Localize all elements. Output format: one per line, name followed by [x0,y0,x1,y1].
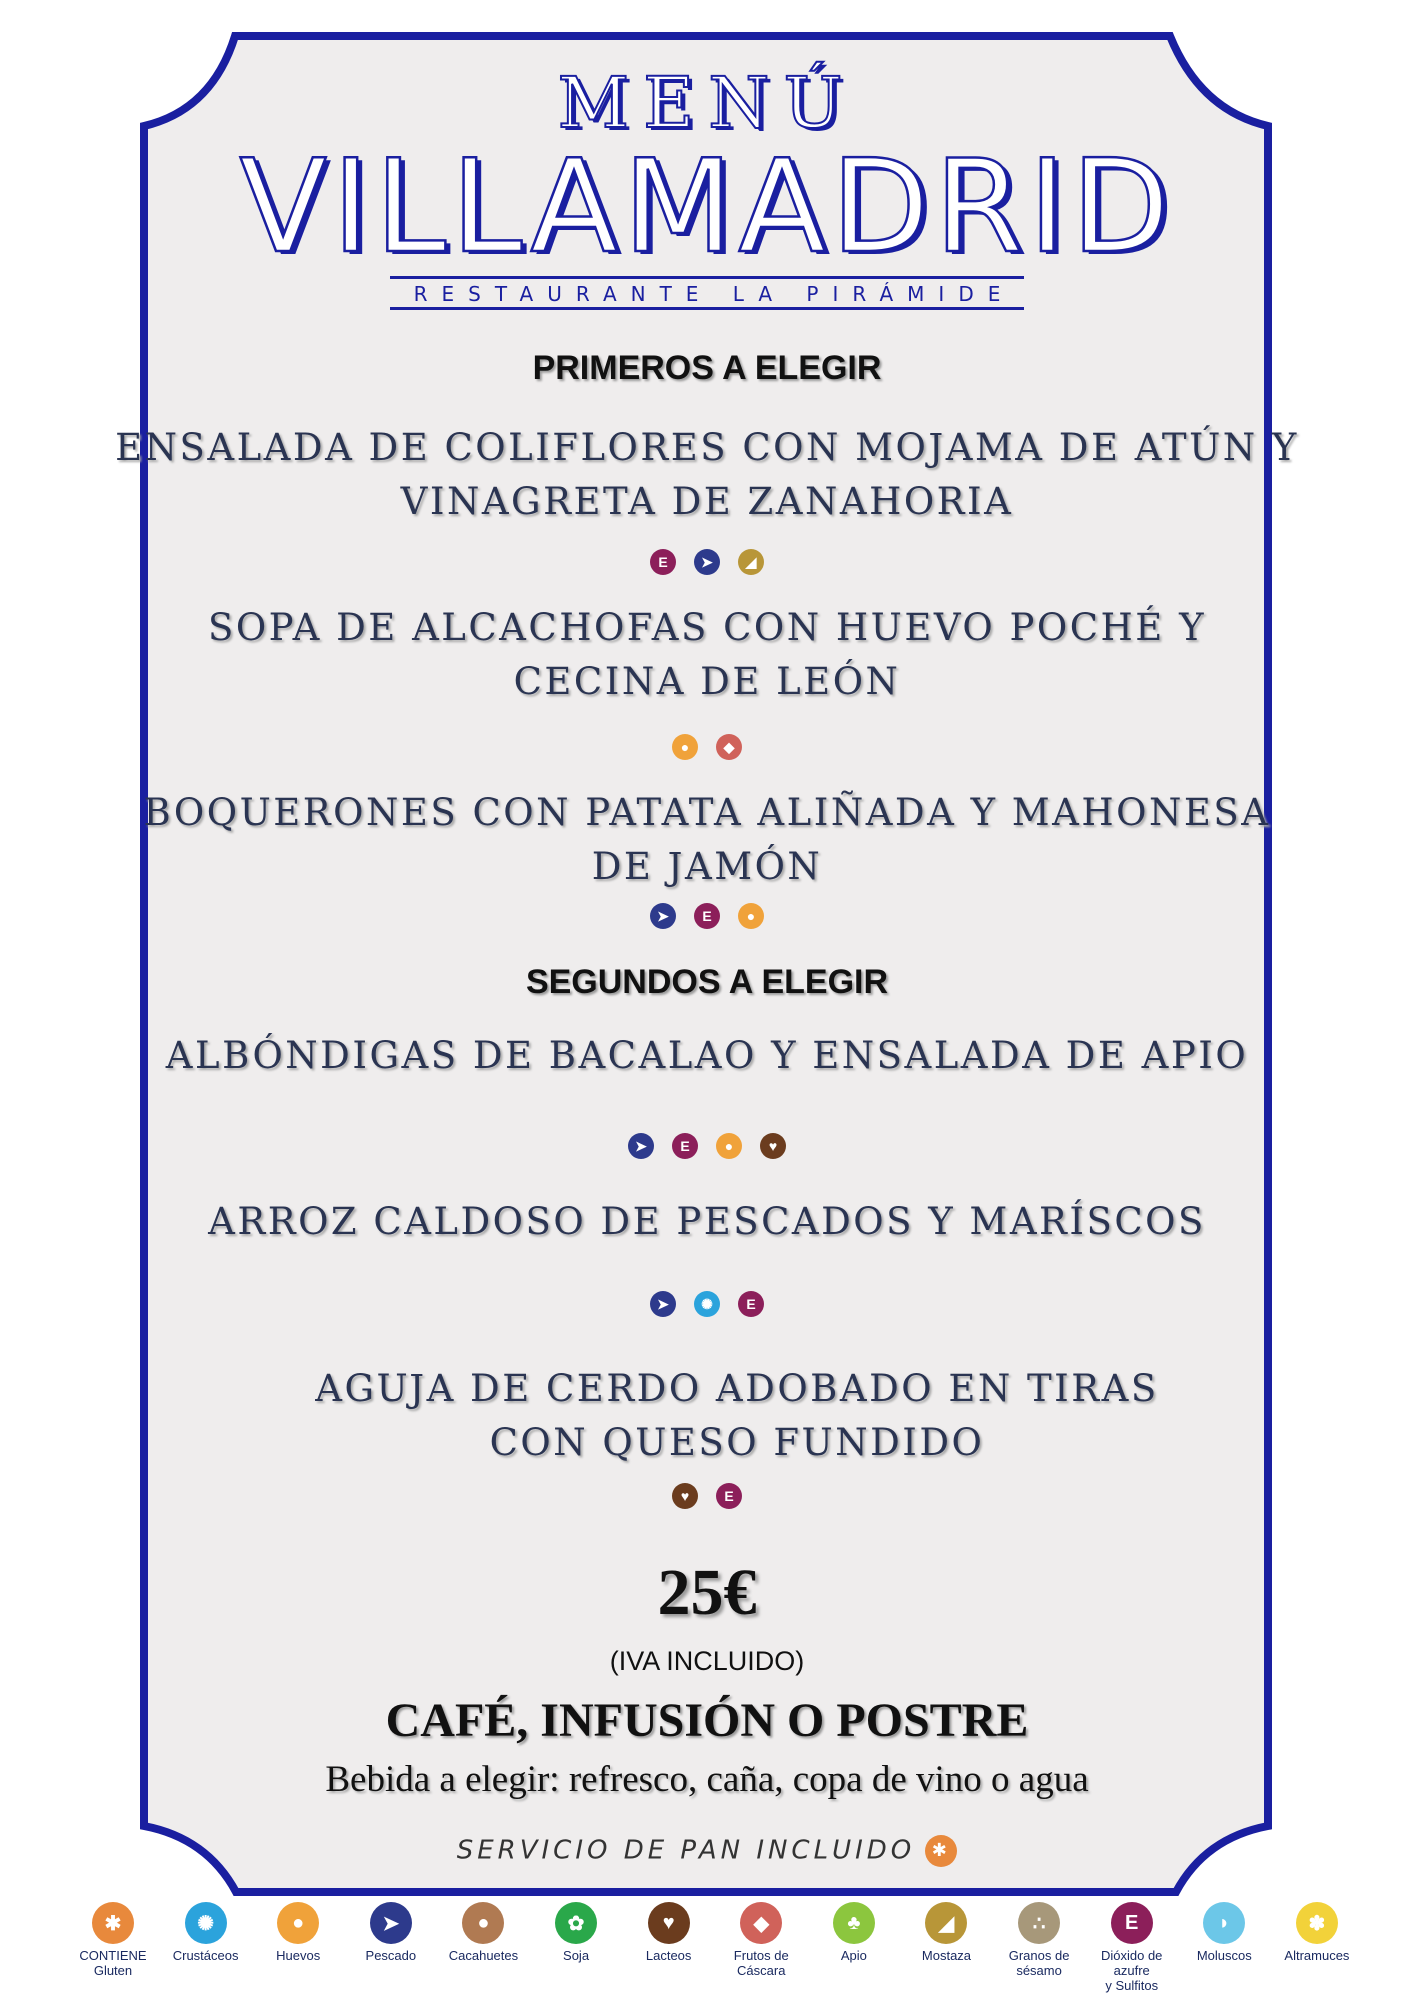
allergen-legend [70,1902,1360,1993]
eggs-icon: ● [277,1902,319,1944]
legend-item-mostaza [903,1902,989,1993]
legend-item-moluscos [1181,1902,1267,1993]
dish-segundo-1 [0,1029,1414,1083]
dish-line: VINAGRETA DE ZANAHORIA [400,480,1014,523]
dish-line: DE JAMÓN [591,845,823,888]
allergen-row [0,1133,1414,1159]
legend-label: Crustáceos [172,1948,239,1963]
dish-line: AGUJA DE CERDO ADOBADO EN TIRAS [315,1367,1159,1410]
legend-item-apio [811,1902,897,1993]
allergen-row [0,903,1414,929]
peanut-icon: ● [462,1902,504,1944]
legend-item-altramuces [1274,1902,1360,1993]
milk-jug-icon: ♥ [760,1133,786,1159]
milk-jug-icon: ♥ [672,1483,698,1509]
crab-icon: ✺ [185,1902,227,1944]
legend-label: Moluscos [1196,1948,1252,1963]
legend-item-soja [533,1902,619,1993]
mustard-icon: ◢ [925,1902,967,1944]
sulphite-icon: E [694,903,720,929]
legend-label: Mostaza [921,1948,972,1963]
dish-primero-3 [0,786,1414,894]
dish-line: ALBÓNDIGAS DE BACALAO Y ENSALADA DE APIO [165,1034,1249,1077]
fish-icon: ➤ [650,903,676,929]
celery-icon: ♣ [833,1902,875,1944]
legend-label: Soja [563,1948,590,1963]
legend-label: Apio [840,1948,867,1963]
eggs-icon: ● [716,1133,742,1159]
bread-service-label: SERVICIO DE PAN INCLUIDO [456,1835,916,1866]
legend-item-frutos [718,1902,804,1993]
menu-price: 25€ [657,1556,757,1629]
legend-label: Huevos [276,1948,321,1963]
dish-line: ARROZ CALDOSO DE PESCADOS Y MARÍSCOS [208,1200,1206,1243]
dish-primero-1 [0,421,1414,529]
sulphite-icon: E [672,1133,698,1159]
legend-label: CONTIENE Gluten [79,1948,147,1978]
dish-line: BOQUERONES CON PATATA ALIÑADA Y MAHONESA [143,791,1271,834]
dish-line: CON QUESO FUNDIDO [489,1421,985,1464]
shell-icon: ◗ [1203,1902,1245,1944]
dish-segundo-3 [0,1362,1414,1470]
sulphite-icon: E [1111,1902,1153,1944]
legend-label: Dióxido de azufre y Sulfitos [1100,1948,1163,1993]
bread-service [0,1835,1414,1867]
nut-icon: ◆ [716,734,742,760]
wheat-icon: ✱ [925,1835,957,1867]
legend-item-lacteos [626,1902,712,1993]
fish-icon: ➤ [650,1291,676,1317]
fish-icon: ➤ [628,1133,654,1159]
legend-item-pescado [348,1902,434,1993]
wheat-icon: ✱ [92,1902,134,1944]
fish-icon: ➤ [370,1902,412,1944]
eggs-icon: ● [738,903,764,929]
allergen-row [0,549,1414,575]
crab-icon: ✺ [694,1291,720,1317]
mustard-icon: ◢ [738,549,764,575]
legend-label: Cacahuetes [448,1948,519,1963]
fish-icon: ➤ [694,549,720,575]
sulphite-icon: E [650,549,676,575]
legend-label: Altramuces [1284,1948,1350,1963]
legend-item-sesamo [996,1902,1082,1993]
drink-option: Bebida a elegir: refresco, caña, copa de vino o agua [325,1759,1089,1800]
dish-line: SOPA DE ALCACHOFAS CON HUEVO POCHÉ Y [207,606,1207,649]
section-title-segundos: SEGUNDOS A ELEGIR [525,963,889,1001]
sulphite-icon: E [716,1483,742,1509]
allergen-row [0,734,1414,760]
allergen-row [0,1291,1414,1317]
allergen-row [0,1483,1414,1509]
sulphite-icon: E [738,1291,764,1317]
eggs-icon: ● [672,734,698,760]
lupin-icon: ✽ [1296,1902,1338,1944]
milk-jug-icon: ♥ [648,1902,690,1944]
sesame-icon: ∴ [1018,1902,1060,1944]
legend-label: Frutos de Cáscara [733,1948,789,1978]
section-title-primeros: PRIMEROS A ELEGIR [532,349,882,387]
dish-primero-2 [0,601,1414,709]
dish-line: CECINA DE LEÓN [513,660,901,703]
legend-item-crustaceos [163,1902,249,1993]
legend-label: Pescado [365,1948,417,1963]
iva-note: (IVA INCLUIDO) [609,1646,805,1676]
dish-segundo-2 [0,1195,1414,1249]
legend-label: Lacteos [645,1948,692,1963]
dish-line: ENSALADA DE COLIFLORES CON MOJAMA DE ATÚN Y [115,426,1299,469]
legend-item-dioxido [1089,1902,1175,1993]
legend-item-cacahuetes [440,1902,526,1993]
soy-icon: ✿ [555,1902,597,1944]
nut-icon: ◆ [740,1902,782,1944]
dessert-option: CAFÉ, INFUSIÓN O POSTRE [385,1694,1029,1747]
restaurant-brand: VILLAMADRID [239,133,1175,282]
restaurant-subtitle: RESTAURANTE LA PIRÁMIDE [390,276,1025,310]
legend-label: Granos de sésamo [1008,1948,1070,1978]
legend-item-huevos [255,1902,341,1993]
menu-heading: MENÚ [557,62,857,144]
legend-item-gluten [70,1902,156,1993]
